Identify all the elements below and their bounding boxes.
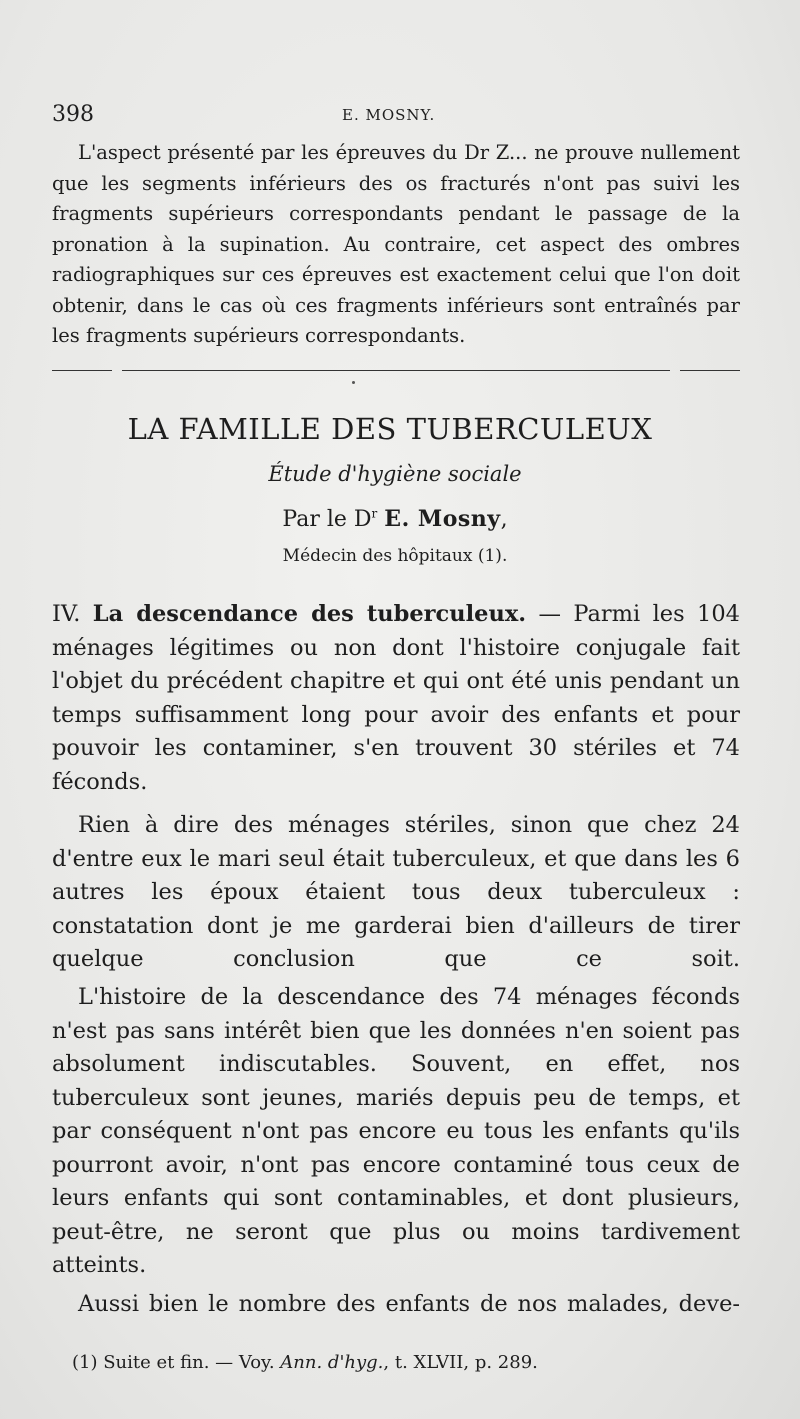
article-title: LA FAMILLE DES TUBERCULEUX — [127, 412, 653, 446]
author-name: E. Mosny — [384, 506, 501, 532]
running-header — [52, 102, 752, 128]
running-head-author: E. MOSNY. — [342, 106, 436, 124]
byline-superscript: r — [371, 506, 378, 521]
footnote-text-pre: (1) Suite et fin. — Voy. — [72, 1352, 281, 1373]
footnote-journal: Ann. d'hyg. — [280, 1352, 384, 1373]
footnote-text-post: , t. XLVII, p. 289. — [383, 1352, 538, 1373]
separator-dot — [352, 381, 355, 384]
separator-rule-left — [52, 370, 112, 371]
section-title: La descendance des tuberculeux. — [92, 601, 527, 627]
body-paragraph-continued: Aussi bien le nombre des enfants de nos malades, deve- — [78, 1291, 740, 1317]
body-paragraph-sterile: Rien à dire des ménages stériles, sinon que chez 24 d'entre eux le mari seul était tuberculeux, et que dans les 6 autres les époux étaient tous deux tuberculeux : constatation dont je me garderai bien d'ailleurs de tirer quelque conclusion que ce soit. — [52, 812, 740, 972]
section-lead-text: — Parmi les 104 ménages légitimes ou non dont l'histoire conjugale fait l'objet du précédent chapitre et qui ont été unis pendant un temps suffisamment long pour avoir des enfants et pour pouvoir les contaminer, s'en trouvent 30 stériles et 74 féconds. — [52, 601, 740, 795]
page-number: 398 — [52, 102, 94, 127]
section-number: IV. — [52, 601, 81, 627]
byline — [0, 506, 790, 532]
previous-article-conclusion: L'aspect présenté par les épreuves du Dr Z... ne prouve nullement que les segments inférieurs des os fracturés n'ont pas suivi les fragments supérieurs correspondants pendant le passage de la pronation à la supination. Au contraire, cet aspect des ombres radiographiques sur ces épreuves est exactement celui que l'on doit obtenir, dans le cas où ces fragments inférieurs sont entraînés par les fragments supérieurs correspondants. — [52, 141, 740, 347]
separator-rule-middle — [122, 370, 670, 371]
section-paragraph — [52, 598, 740, 799]
article-subtitle: Étude d'hygiène sociale — [268, 462, 522, 486]
byline-suffix: , — [500, 507, 508, 532]
author-affiliation: Médecin des hôpitaux (1). — [282, 546, 508, 566]
body-paragraph-fertile: L'histoire de la descendance des 74 ménages féconds n'est pas sans intérêt bien que les données n'en soient pas absolument indiscutables. Souvent, en effet, nos tuberculeux sont jeunes, mariés depuis peu de temps, et par conséquent n'ont pas encore eu tous les enfants qu'ils pourront avoir, n'ont pas encore contaminé tous ceux de leurs enfants qui sont contaminables, et dont plusieurs, peut-être, ne seront que plus ou moins tardivement atteints. — [52, 984, 740, 1278]
footnote — [72, 1352, 538, 1373]
byline-prefix: Par le D — [282, 507, 372, 532]
separator-rule-right — [680, 370, 740, 371]
